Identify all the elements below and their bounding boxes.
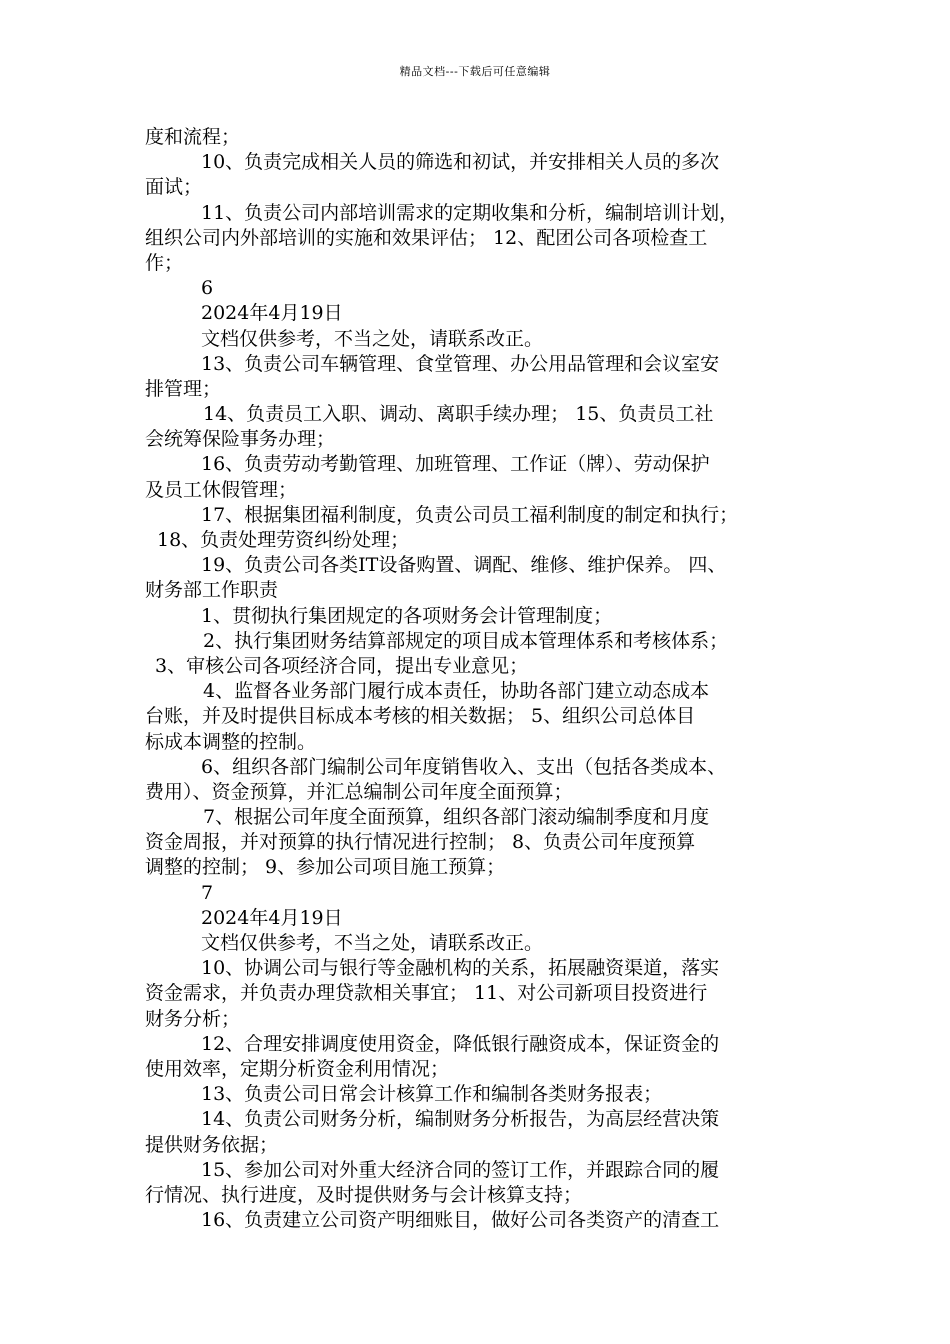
text-line: 19、负责公司各类IT设备购置、调配、维修、维护保养。 四、 <box>201 554 727 577</box>
text-line: 财务部工作职责 <box>145 579 279 602</box>
text-line: 7 <box>201 881 214 904</box>
text-line: 提供财务依据； <box>145 1133 279 1156</box>
text-line: 财务分析； <box>145 1007 241 1030</box>
text-line: 18、负责处理劳资纠纷处理； <box>157 529 410 551</box>
text-line: 3、审核公司各项经济合同，提出专业意见； <box>155 654 529 677</box>
text-line: 1、贯彻执行集团规定的各项财务会计管理制度； <box>201 604 613 627</box>
text-line: 行情况、执行进度，及时提供财务与会计核算支持； <box>145 1183 583 1206</box>
text-line: 组织公司内外部培训的实施和效果评估； 12、配团公司各项检查工 <box>145 226 708 249</box>
text-line: 10、协调公司与银行等金融机构的关系，拓展融资渠道，落实 <box>201 957 720 980</box>
text-line: 16、负责建立公司资产明细账目，做好公司各类资产的清查工 <box>201 1209 720 1232</box>
text-line: 调整的控制； 9、参加公司项目施工预算； <box>145 856 506 879</box>
text-line: 14、负责公司财务分析，编制财务分析报告，为高层经营决策 <box>201 1108 720 1131</box>
text-line: 2、执行集团财务结算部规定的项目成本管理体系和考核体系； <box>203 629 729 652</box>
text-line: 及员工休假管理； <box>145 478 298 501</box>
text-line: 资金周报，并对预算的执行情况进行控制； 8、负责公司年度预算 <box>145 831 696 854</box>
text-line: 14、负责员工入职、调动、离职手续办理； 15、负责员工社 <box>203 403 714 426</box>
text-line: 2024年4月19日 <box>201 302 343 325</box>
text-line: 资金需求，并负责办理贷款相关事宜； 11、对公司新项目投资进行 <box>145 982 708 1005</box>
text-line: 文档仅供参考，不当之处，请联系改正。 <box>201 327 544 350</box>
text-line: 13、负责公司车辆管理、食堂管理、办公用品管理和会议室安 <box>201 352 720 375</box>
text-line: 12、合理安排调度使用资金，降低银行融资成本，保证资金的 <box>201 1032 720 1055</box>
text-line: 会统筹保险事务办理； <box>145 428 336 451</box>
text-line: 17、根据集团福利制度，负责公司员工福利制度的制定和执行； <box>201 503 739 526</box>
document-body <box>145 125 825 1233</box>
text-line: 台账，并及时提供目标成本考核的相关数据； 5、组织公司总体目 <box>145 705 696 728</box>
text-line: 标成本调整的控制。 <box>145 730 317 753</box>
text-line: 2024年4月19日 <box>201 906 343 929</box>
text-line: 面试； <box>145 176 203 199</box>
text-line: 作； <box>145 251 184 274</box>
text-line: 7、根据公司年度全面预算，组织各部门滚动编制季度和月度 <box>203 806 710 829</box>
text-line: 文档仅供参考，不当之处，请联系改正。 <box>201 932 544 954</box>
text-line: 15、参加公司对外重大经济合同的签订工作，并跟踪合同的履 <box>201 1158 720 1181</box>
text-line: 10、负责完成相关人员的筛选和初试，并安排相关人员的多次 <box>201 151 720 174</box>
text-line: 13、负责公司日常会计核算工作和编制各类财务报表； <box>201 1083 663 1106</box>
text-line: 11、负责公司内部培训需求的定期收集和分析，编制培训计划， <box>201 201 739 224</box>
text-line: 费用）、资金预算，并汇总编制公司年度全面预算； <box>145 780 573 803</box>
text-line: 16、负责劳动考勤管理、加班管理、工作证（牌）、劳动保护 <box>201 453 710 476</box>
text-line: 4、监督各业务部门履行成本责任，协助各部门建立动态成本 <box>203 680 710 703</box>
text-line: 度和流程； <box>145 126 241 148</box>
text-line: 6、组织各部门编制公司年度销售收入、支出（包括各类成本、 <box>201 755 727 778</box>
text-line: 排管理； <box>145 377 222 400</box>
text-line: 使用效率，定期分析资金利用情况； <box>145 1057 450 1080</box>
page-header: 精品文档---下载后可任意编辑 <box>399 65 551 78</box>
text-line: 6 <box>201 277 214 300</box>
